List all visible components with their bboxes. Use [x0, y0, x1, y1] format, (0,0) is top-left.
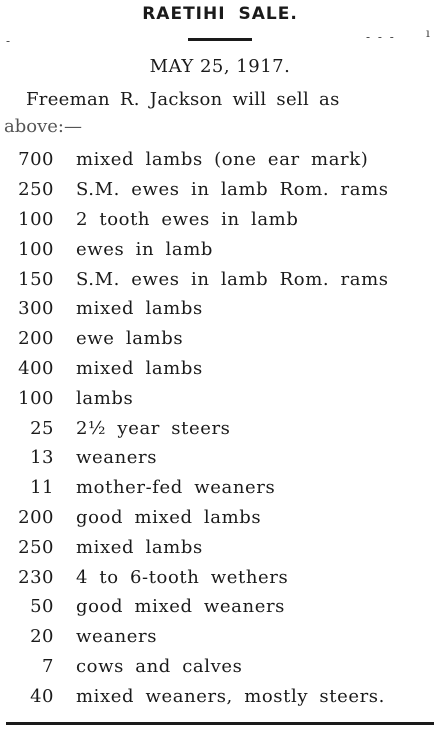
list-item	[0, 681, 440, 711]
item-description: 4 to 6-tooth wethers	[76, 566, 289, 588]
item-description: mixed lambs	[76, 357, 203, 379]
item-quantity: 250	[18, 536, 54, 558]
item-quantity: 700	[18, 149, 54, 171]
list-item	[0, 324, 440, 354]
item-quantity: 11	[30, 477, 54, 499]
item-quantity: 20	[30, 626, 54, 648]
item-quantity: 13	[30, 447, 54, 469]
list-item	[0, 622, 440, 652]
list-item	[0, 383, 440, 413]
print-speck: - - -	[366, 30, 396, 44]
sale-heading: RAETIHI SALE.	[142, 4, 298, 24]
item-quantity: 50	[30, 596, 54, 618]
item-description: lambs	[76, 387, 134, 409]
item-description: weaners	[76, 626, 158, 648]
print-speck: ı	[426, 26, 430, 40]
item-quantity: 230	[18, 566, 54, 588]
item-description: mixed lambs (one ear mark)	[76, 149, 369, 171]
list-item	[0, 264, 440, 294]
item-description: mixed weaners, mostly steers.	[76, 685, 385, 707]
item-description: mixed lambs	[76, 536, 203, 558]
item-quantity: 100	[18, 208, 54, 230]
list-item	[0, 532, 440, 562]
list-item	[0, 413, 440, 443]
item-quantity: 150	[18, 268, 54, 290]
item-description: ewe lambs	[76, 328, 184, 350]
item-description: good mixed lambs	[76, 506, 262, 528]
list-item	[0, 234, 440, 264]
list-item	[0, 503, 440, 533]
list-item	[0, 175, 440, 205]
intro-paragraph	[4, 86, 438, 140]
intro-line: above:—	[4, 116, 82, 137]
item-quantity: 200	[18, 328, 54, 350]
item-quantity: 7	[42, 655, 54, 677]
item-quantity: 400	[18, 357, 54, 379]
list-item	[0, 652, 440, 682]
stock-list	[0, 145, 440, 711]
list-item	[0, 443, 440, 473]
item-description: 2 tooth ewes in lamb	[76, 208, 299, 230]
list-item	[0, 294, 440, 324]
list-item	[0, 145, 440, 175]
sale-date: MAY 25, 1917.	[149, 56, 291, 77]
item-description: mother-fed weaners	[76, 477, 276, 499]
list-item	[0, 354, 440, 384]
item-description: S.M. ewes in lamb Rom. rams	[76, 268, 389, 290]
print-speck: -	[6, 34, 11, 48]
item-description: mixed lambs	[76, 298, 203, 320]
item-description: good mixed weaners	[76, 596, 285, 618]
item-quantity: 250	[18, 179, 54, 201]
item-description: cows and calves	[76, 655, 243, 677]
list-item	[0, 562, 440, 592]
item-description: ewes in lamb	[76, 238, 214, 260]
item-quantity: 25	[30, 417, 54, 439]
list-item	[0, 592, 440, 622]
item-quantity: 100	[18, 238, 54, 260]
item-description: 2½ year steers	[76, 417, 231, 439]
item-quantity: 40	[30, 685, 54, 707]
heading-divider	[188, 38, 252, 41]
list-item	[0, 473, 440, 503]
item-quantity: 100	[18, 387, 54, 409]
item-description: weaners	[76, 447, 158, 469]
item-quantity: 200	[18, 506, 54, 528]
item-description: S.M. ewes in lamb Rom. rams	[76, 179, 389, 201]
intro-line: Freeman R. Jackson will sell as	[26, 89, 340, 110]
list-item	[0, 205, 440, 235]
bottom-rule	[6, 722, 434, 725]
item-quantity: 300	[18, 298, 54, 320]
